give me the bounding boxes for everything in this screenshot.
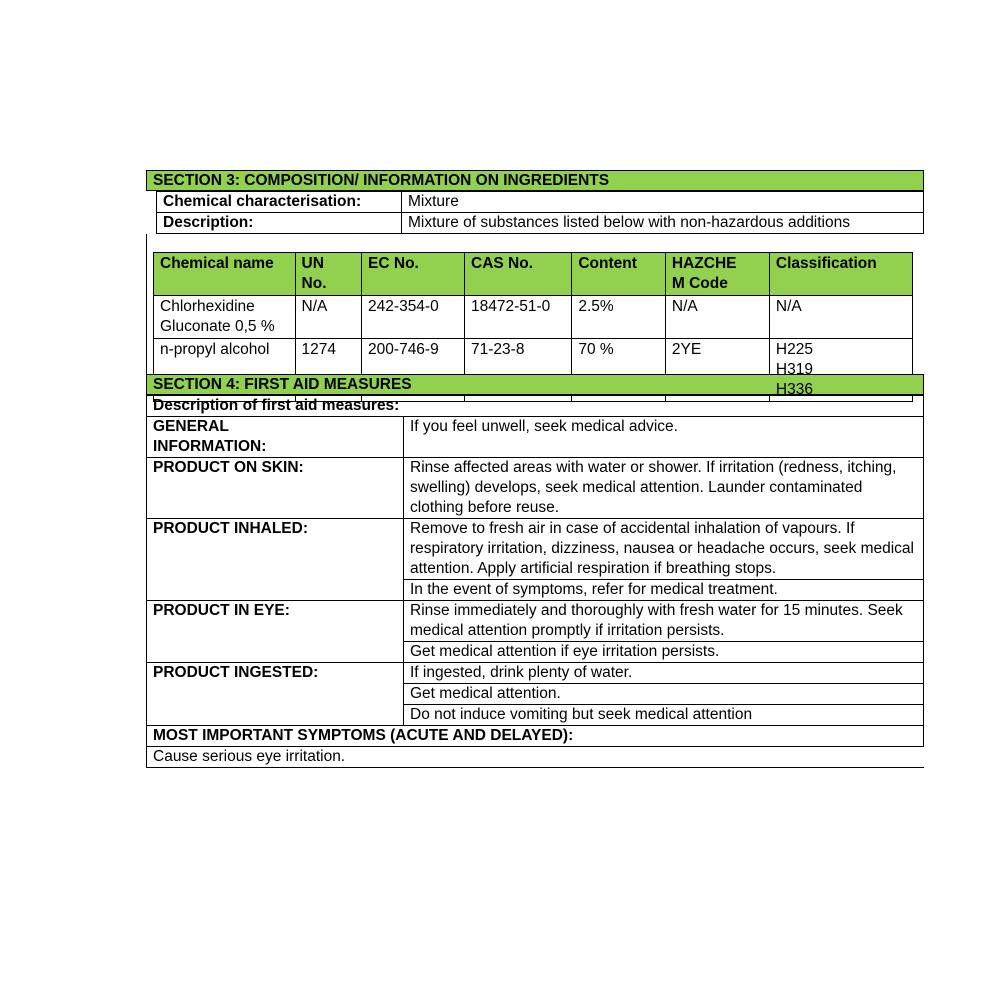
first-aid-row: [147, 663, 924, 726]
ingredient-row: [154, 296, 913, 339]
characterisation-label: Chemical characterisation:: [157, 192, 402, 213]
header-cas-no: CAS No.: [465, 253, 572, 296]
characterisation-row: [157, 192, 924, 213]
first-aid-label: PRODUCT INGESTED:: [147, 663, 404, 726]
cell-content: 2.5%: [572, 296, 666, 339]
first-aid-instructions: [404, 519, 924, 601]
cell-cas-no: 71-23-8: [465, 339, 572, 402]
instruction-line: If ingested, drink plenty of water.: [410, 664, 633, 681]
first-aid-instructions: [404, 458, 924, 519]
first-aid-label: GENERAL INFORMATION:: [147, 417, 404, 458]
symptoms-text: Cause serious eye irritation.: [146, 747, 924, 768]
description-row: [157, 213, 924, 234]
first-aid-instructions: [404, 417, 924, 458]
cell-un-no: N/A: [295, 296, 362, 339]
cell-hazchem-code: N/A: [665, 296, 769, 339]
first-aid-instructions: [404, 601, 924, 663]
cell-ec-no: 242-354-0: [362, 296, 465, 339]
header-hazchem-code: HAZCHE M Code: [665, 253, 769, 296]
first-aid-label: PRODUCT IN EYE:: [147, 601, 404, 663]
header-classification: Classification: [769, 253, 912, 296]
first-aid-label: PRODUCT INHALED:: [147, 519, 404, 601]
first-aid-table: [146, 395, 924, 726]
section-3-header: SECTION 3: COMPOSITION/ INFORMATION ON INGREDIENTS: [146, 170, 924, 191]
description-value: Mixture of substances listed below with non-hazardous additions: [402, 213, 924, 234]
header-chemical-name: Chemical name: [154, 253, 296, 296]
header-ec-no: EC No.: [362, 253, 465, 296]
cell-hazchem-code: 2YE: [665, 339, 769, 402]
ingredients-header-row: [154, 253, 913, 296]
cell-cas-no: 18472-51-0: [465, 296, 572, 339]
instruction-line: Rinse affected areas with water or shower. If irritation (redness, itching, swelling) develops, seek medical attention. Launder contaminated clothing before reuse.: [410, 459, 897, 516]
first-aid-label: PRODUCT ON SKIN:: [147, 458, 404, 519]
instruction-line: Remove to fresh air in case of accidental inhalation of vapours. If respiratory irritation, dizziness, nausea or headache occurs, seek medical attention. Apply artificial respiration if breathing stops.: [410, 520, 914, 577]
cell-ec-no: 200-746-9: [362, 339, 465, 402]
first-aid-row: [147, 458, 924, 519]
header-content: Content: [572, 253, 666, 296]
cell-chemical-name: n-propyl alcohol: [154, 339, 296, 402]
instruction-line: Do not induce vomiting but seek medical attention: [404, 704, 923, 725]
first-aid-row: [147, 417, 924, 458]
instruction-line: In the event of symptoms, refer for medical treatment.: [404, 579, 923, 600]
header-un-no: UN No.: [295, 253, 362, 296]
first-aid-instructions: [404, 663, 924, 726]
cell-chemical-name: Chlorhexidine Gluconate 0,5 %: [154, 296, 296, 339]
section-4-header: SECTION 4: FIRST AID MEASURES: [146, 374, 924, 395]
characterisation-table: [156, 191, 924, 234]
cell-classification: H225 H319 H336: [769, 339, 912, 402]
description-label: Description:: [157, 213, 402, 234]
cell-content: 70 %: [572, 339, 666, 402]
first-aid-row: [147, 601, 924, 663]
sds-document: [146, 170, 924, 768]
cell-un-no: 1274: [295, 339, 362, 402]
instruction-line: If you feel unwell, seek medical advice.: [410, 418, 678, 435]
first-aid-row: [147, 519, 924, 601]
first-aid-subtitle: Description of first aid measures:: [147, 396, 924, 417]
cell-classification: N/A: [769, 296, 912, 339]
instruction-line: Get medical attention.: [404, 683, 923, 704]
symptoms-heading: MOST IMPORTANT SYMPTOMS (ACUTE AND DELAYED):: [146, 726, 924, 747]
instruction-line: Rinse immediately and thoroughly with fresh water for 15 minutes. Seek medical attention promptly if irritation persists.: [410, 602, 903, 639]
characterisation-value: Mixture: [402, 192, 924, 213]
instruction-line: Get medical attention if eye irritation persists.: [404, 641, 923, 662]
